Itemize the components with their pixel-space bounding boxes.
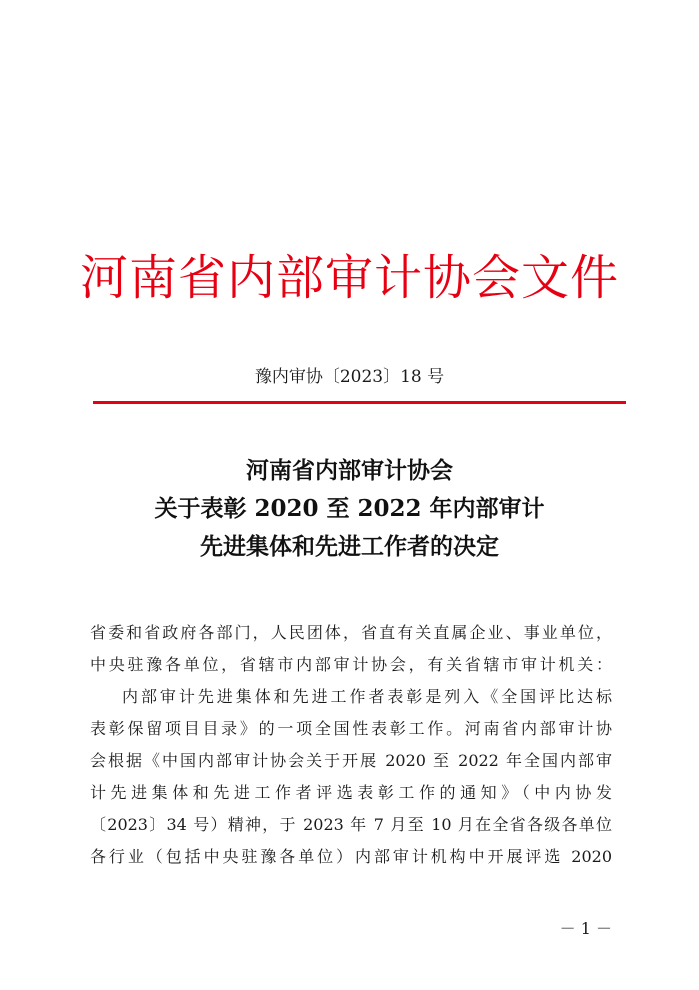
- red-separator-line: [93, 401, 626, 404]
- paragraph-line-6: 各行业（包括中央驻豫各单位）内部审计机构中开展评选 2020: [90, 847, 612, 866]
- paragraph-line-2: 表彰保留项目目录》的一项全国性表彰工作。河南省内部审计协: [90, 719, 612, 738]
- document-number: 豫内审协〔2023〕18 号: [254, 367, 445, 387]
- recipient-line-2: 中央驻豫各单位，省辖市内部审计协会，有关省辖市审计机关：: [90, 655, 612, 674]
- paragraph-line-1: 内部审计先进集体和先进工作者表彰是列入《全国评比达标: [122, 687, 612, 706]
- decision-title: [0, 452, 699, 566]
- paragraph-line-4: 计先进集体和先进工作者评选表彰工作的通知》（中内协发: [90, 783, 612, 802]
- paragraph-line-3: 会根据《中国内部审计协会关于开展 2020 至 2022 年全国内部审: [90, 751, 612, 770]
- recipient-line-1: 省委和省政府各部门，人民团体，省直有关直属企业、事业单位，: [90, 623, 612, 642]
- title-line-1: 河南省内部审计协会: [246, 457, 453, 484]
- document-banner-title: 河南省内部审计协会文件: [79, 250, 619, 306]
- title-line-3: 先进集体和先进工作者的决定: [200, 533, 499, 560]
- document-body: [90, 617, 612, 873]
- page-number: － 1 －: [559, 919, 612, 938]
- title-line-2: 关于表彰 2020 至 2022 年内部审计: [154, 495, 545, 522]
- paragraph-line-5: 〔2023〕34 号）精神，于 2023 年 7 月至 10 月在全省各级各单位: [90, 815, 612, 834]
